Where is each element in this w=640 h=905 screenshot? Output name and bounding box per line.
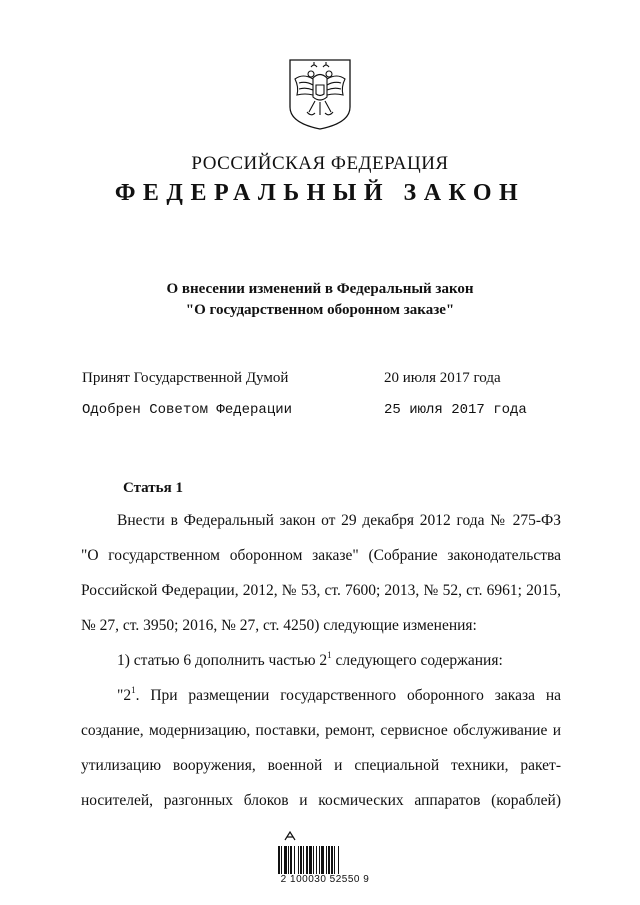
law-title <box>0 279 640 321</box>
quoted-text-line: носителей, разгонных блоков и космических аппаратов (кораблей) <box>81 792 561 809</box>
country-name: РОССИЙСКАЯ ФЕДЕРАЦИЯ <box>191 153 449 174</box>
barcode-number: 2 100030 52550 9 <box>280 874 370 885</box>
duma-adoption-label: Принят Государственной Думой <box>82 370 289 386</box>
council-approval-label: Одобрен Советом Федерации <box>82 402 293 418</box>
body-line: Российской Федерации, 2012, № 53, ст. 7600; 2013, № 52, ст. 6961; 2015, <box>81 582 561 599</box>
document-type: ФЕДЕРАЛЬНЫЙ ЗАКОН <box>114 180 526 206</box>
amendment-item-1: 1) статью 6 дополнить частью $2^1$ следующего содержания: <box>117 650 503 669</box>
council-approval-date: 25 июля 2017 года <box>384 402 527 418</box>
body-line: Внести в Федеральный закон от 29 декабря 2012 года № 275-ФЗ <box>117 512 561 529</box>
quoted-text-line: утилизацию вооружения, военной и специальной техники, ракет- <box>81 757 561 774</box>
law-title-line: "О государственном оборонном заказе" <box>185 302 455 318</box>
quoted-text-line: создание, модернизацию, поставки, ремонт, сервисное обслуживание и <box>81 722 561 739</box>
quoted-text-line: "$2^1$. При размещении государственного оборонного заказа на <box>117 685 561 704</box>
law-title-line: О внесении изменений в Федеральный закон <box>166 281 474 297</box>
coat-of-arms-emblem <box>287 57 353 131</box>
body-line: № 27, ст. 3950; 2016, № 27, ст. 4250) следующие изменения: <box>81 617 477 634</box>
body-line: "О государственном оборонном заказе" (Собрание законодательства <box>81 547 561 564</box>
duma-adoption-date: 20 июля 2017 года <box>384 370 501 386</box>
article-heading: Статья 1 <box>123 480 183 496</box>
barcode-image <box>277 846 369 874</box>
registration-mark-icon <box>283 830 297 842</box>
